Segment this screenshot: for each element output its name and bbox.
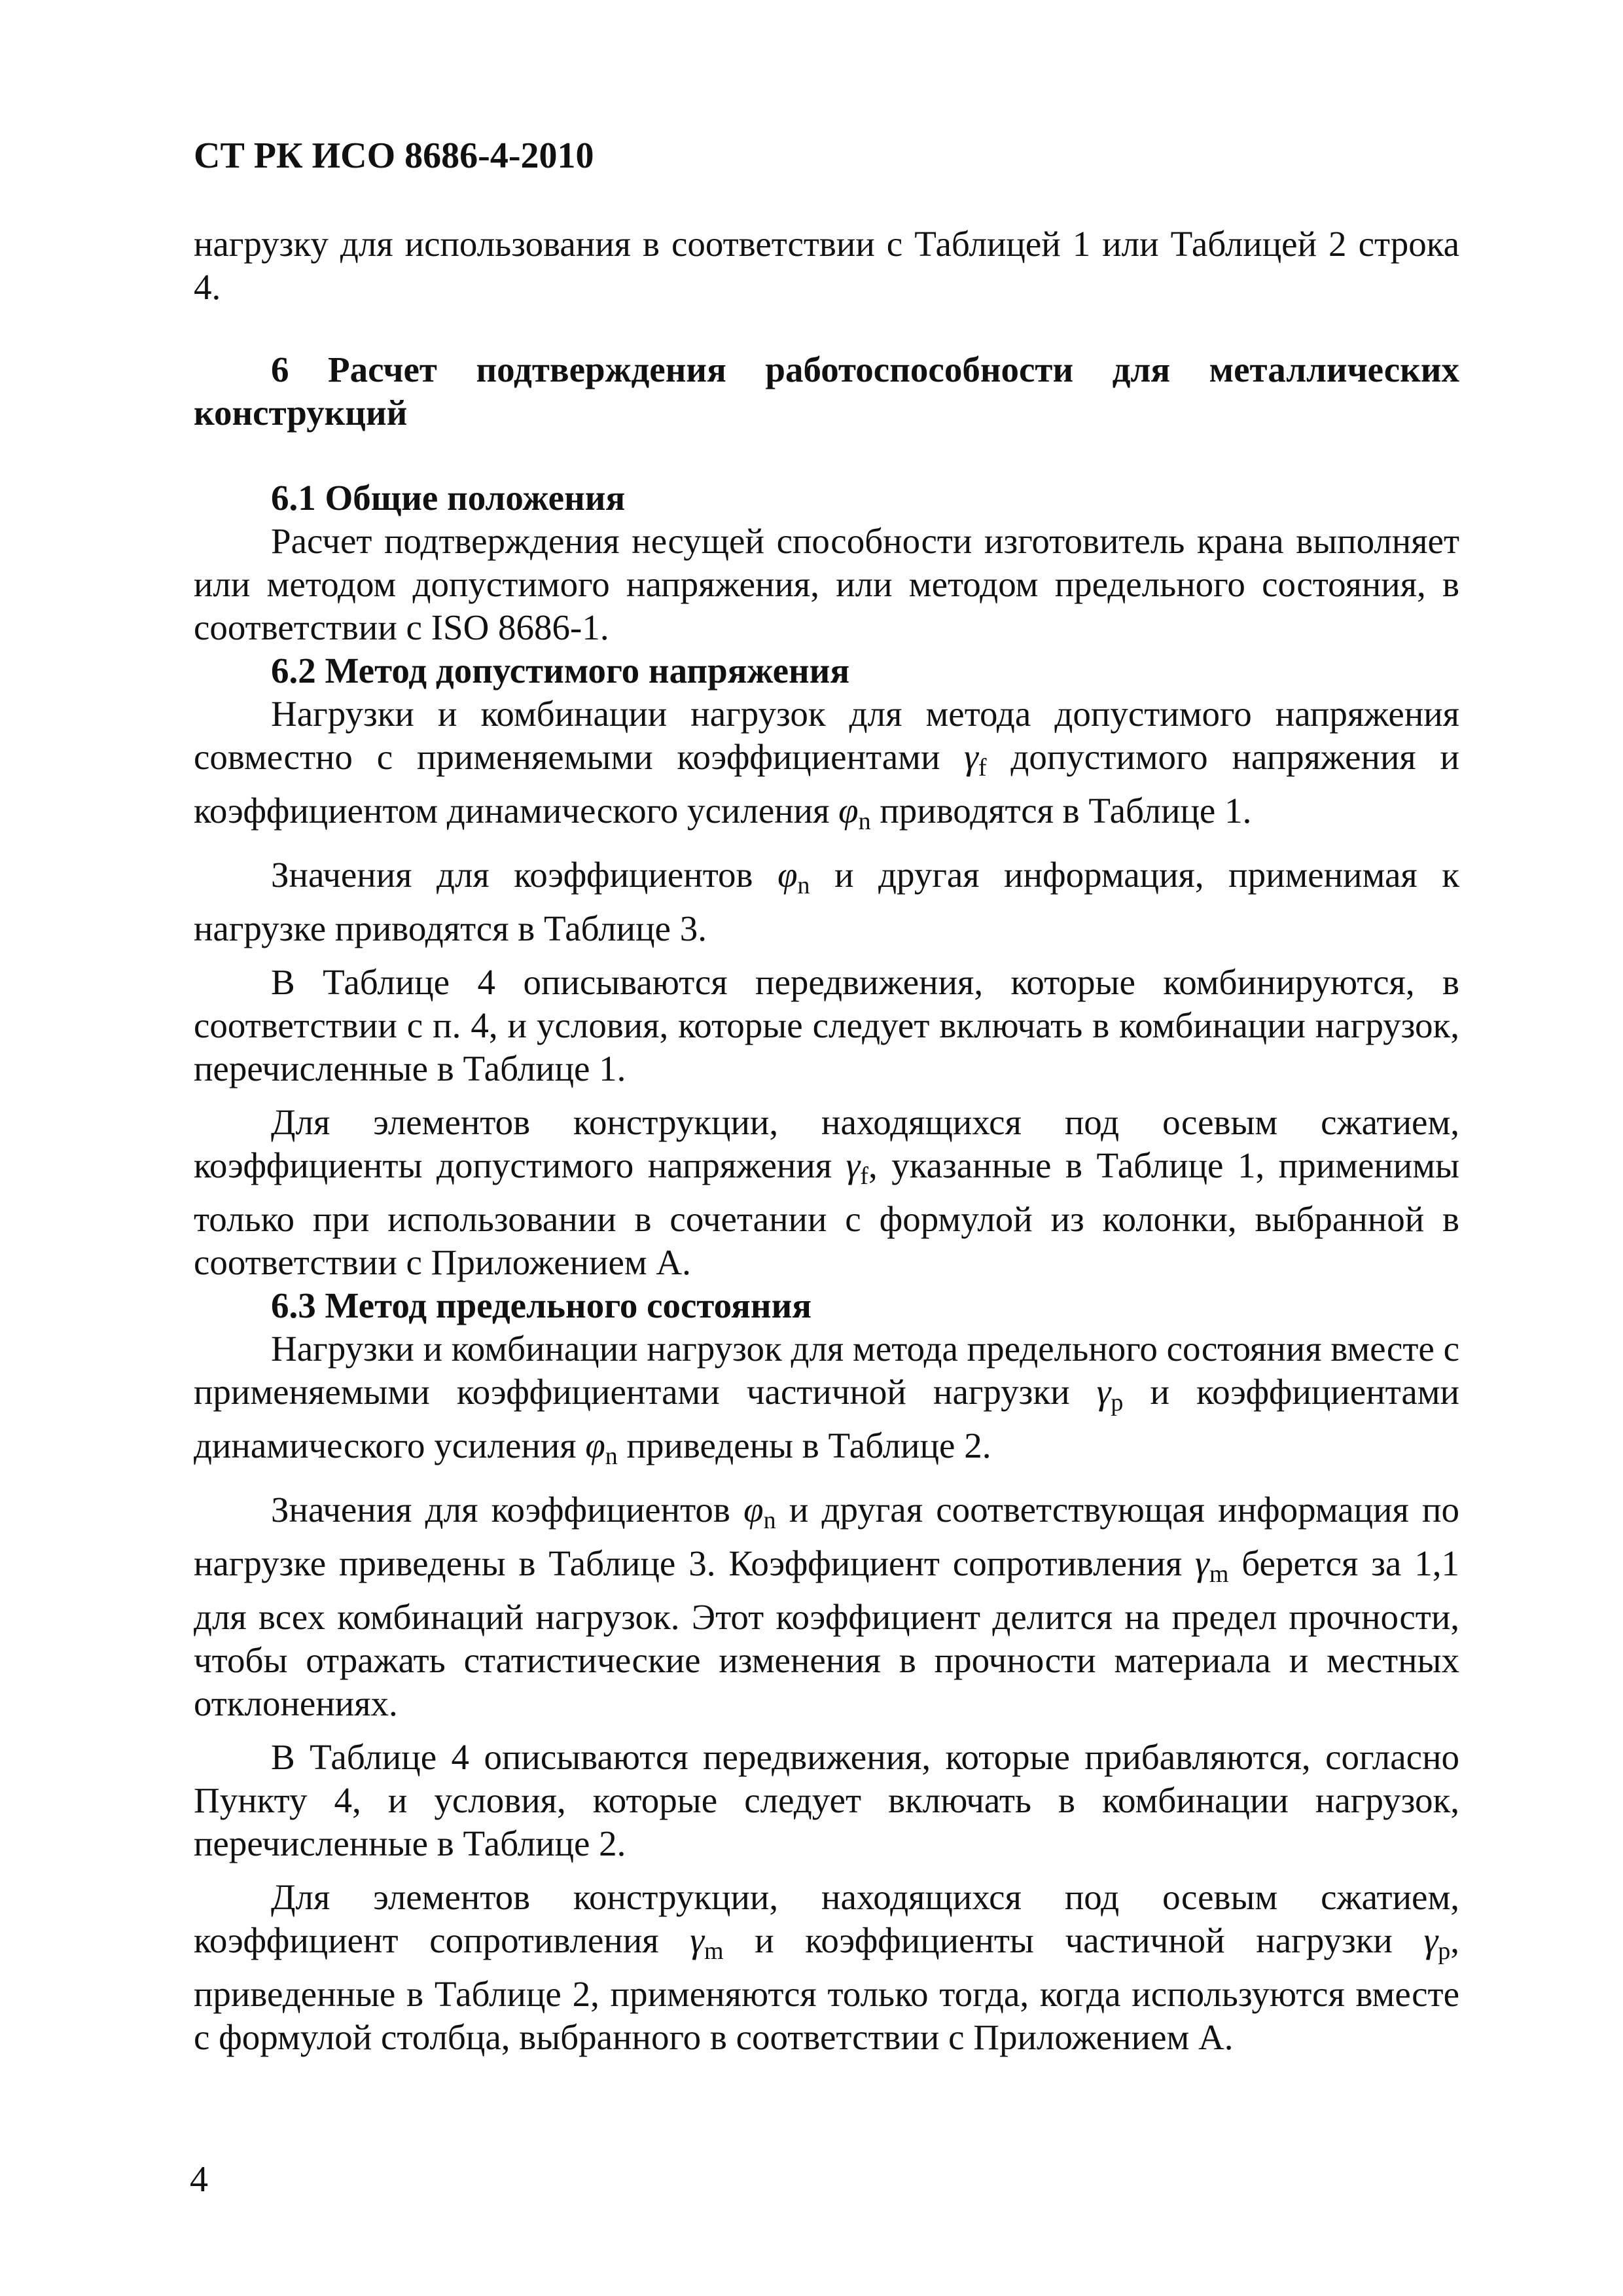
paragraph-6-3-a: Нагрузки и комбинации нагрузок для метода предельного состояния вместе с применяемыми коэффициентами частичной нагрузки $\gamma_p$ и коэффициентами динамического усиления $\varphi_n$ приведены в Таблице 2. xyxy=(194,1329,1459,1470)
section-6-heading: 6 Расчет подтверждения работоспособности для металлических конструкций xyxy=(194,350,1459,433)
page-number: 4 xyxy=(190,2159,208,2200)
gamma-m-symbol: $\gamma_m$ xyxy=(1195,1543,1229,1588)
phi-n-symbol: $\varphi_n$ xyxy=(838,791,871,835)
gamma-p-symbol: $\gamma_p$ xyxy=(1423,1920,1451,1965)
subsection-6-3-heading: 6.3 Метод предельного состояния xyxy=(271,1285,812,1325)
paragraph-continuation: нагрузку для использования в соответствии с Таблицей 1 или Таблицей 2 строка 4. xyxy=(194,224,1459,307)
phi-n-symbol: $\varphi_n$ xyxy=(743,1490,776,1534)
gamma-p-symbol: $\gamma_p$ xyxy=(1096,1372,1124,1416)
paragraph-6-2-c: В Таблице 4 описываются передвижения, которые комбинируются, в соответствии с п. 4, и условия, которые следует включать в комбинации нагрузок, перечисленные в Таблице 1. xyxy=(194,962,1459,1088)
paragraph-6-3-c: В Таблице 4 описываются передвижения, которые прибавляются, согласно Пункту 4, и условия, которые следует включать в комбинации нагрузок, перечисленные в Таблице 2. xyxy=(194,1737,1459,1863)
paragraph-6-2-a: Нагрузки и комбинации нагрузок для метода допустимого напряжения совместно с применяемыми коэффициентами $\gamma_f$ допустимого напряжения и коэффициентом динамического усиления $\varphi_n$ приводятся в Таблице 1. xyxy=(194,694,1459,835)
paragraph-6-3-d: Для элементов конструкции, находящихся под осевым сжатием, коэффициент сопротивления $\gamma_m$ и коэффициенты частичной нагрузки $\gamma_p$, приведенные в Таблице 2, применяются только тогда, когда используются вместе с формулой столбца, выбранного в соответствии с Приложением А. xyxy=(194,1877,1460,2057)
paragraph-6-3-b: Значения для коэффициентов $\varphi_n$ и другая соответствующая информация по нагрузке приведены в Таблице 3. Коэффициент сопротивления $\gamma_m$ берется за 1,1 для всех комбинаций нагрузок. Этот коэффициент делится на предел прочности, чтобы отражать статистические изменения в прочности материала и местных отклонениях. xyxy=(194,1490,1459,1723)
paragraph-6-1: Расчет подтверждения несущей способности изготовитель крана выполняет или методом допустимого напряжения, или методом предельного состояния, в соответствии с ISO 8686-1. xyxy=(194,521,1459,647)
subsection-6-2-heading: 6.2 Метод допустимого напряжения xyxy=(271,651,850,691)
paragraph-6-2-d: Для элементов конструкции, находящихся под осевым сжатием, коэффициенты допустимого напряжения $\gamma_f$, указанные в Таблице 1, применимы только при использовании в сочетании с формулой из колонки, выбранной в соответствии с Приложением А. xyxy=(194,1102,1460,1282)
document-code-header: СТ РК ИСО 8686-4-2010 xyxy=(194,135,594,176)
phi-n-symbol: $\varphi_n$ xyxy=(777,855,810,899)
paragraph-6-2-b: Значения для коэффициентов $\varphi_n$ и другая информация, применимая к нагрузке приводятся в Таблице 3. xyxy=(194,855,1459,948)
document-body xyxy=(194,223,1459,2059)
gamma-m-symbol: $\gamma_m$ xyxy=(690,1920,724,1965)
phi-n-symbol: $\varphi_n$ xyxy=(585,1426,618,1470)
subsection-6-1-heading: 6.1 Общие положения xyxy=(271,478,626,518)
gamma-f-symbol: $\gamma_f$ xyxy=(964,737,987,781)
gamma-f-symbol: $\gamma_f$ xyxy=(846,1145,868,1190)
